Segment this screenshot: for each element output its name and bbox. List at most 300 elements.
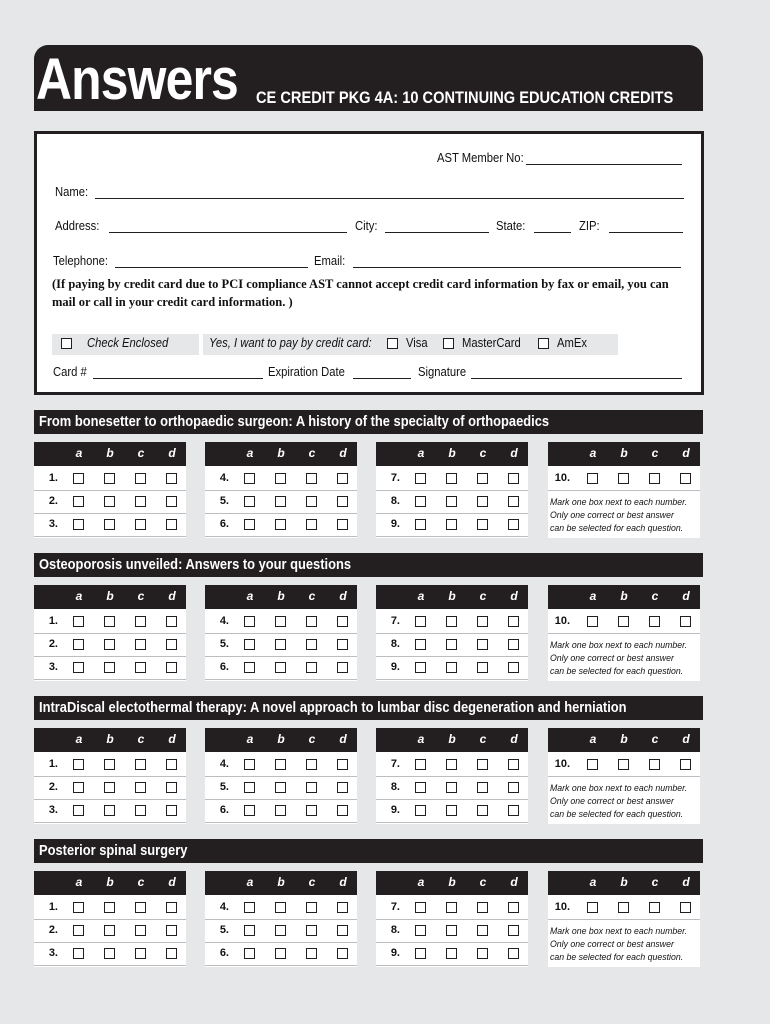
answer-checkbox[interactable] [135,759,146,770]
answer-checkbox[interactable] [306,925,317,936]
answer-checkbox[interactable] [446,616,457,627]
answer-checkbox[interactable] [166,925,177,936]
answer-checkbox[interactable] [135,662,146,673]
answer-section [34,410,703,540]
check-enclosed-option[interactable] [61,336,178,350]
answer-checkbox[interactable] [508,496,519,507]
question-group [376,442,528,538]
option-letter: c [308,875,316,889]
answer-checkbox[interactable] [618,616,629,627]
amex-checkbox[interactable] [538,338,549,349]
answer-checkbox[interactable] [415,473,426,484]
mastercard-option[interactable] [443,336,528,350]
answer-checkbox[interactable] [73,759,84,770]
question-row [34,513,186,537]
pay-by-card-label-wrap [209,336,390,350]
answer-checkbox[interactable] [135,496,146,507]
answer-checkbox[interactable] [104,759,115,770]
option-letter: a [75,446,83,460]
answer-checkbox[interactable] [508,902,519,913]
answer-checkbox[interactable] [73,805,84,816]
option-letter: d [682,446,690,460]
question-number: 2. [48,924,58,936]
answer-checkbox[interactable] [244,902,255,913]
answer-checkbox[interactable] [337,902,348,913]
answer-checkbox[interactable] [275,616,286,627]
answer-checkbox[interactable] [446,519,457,530]
question-number: 8. [390,781,400,793]
answer-checkbox[interactable] [104,925,115,936]
answer-checkbox[interactable] [446,902,457,913]
option-letter: d [339,732,347,746]
question-number: 4. [219,615,229,627]
answer-checkbox[interactable] [166,496,177,507]
options-header [376,585,528,609]
answer-checkbox[interactable] [244,662,255,673]
option-letter: d [168,446,176,460]
answer-checkbox[interactable] [135,925,146,936]
option-letter: a [246,732,254,746]
answer-checkbox[interactable] [508,662,519,673]
option-letter: a [246,446,254,460]
option-letter: b [277,446,285,460]
answer-checkbox[interactable] [104,519,115,530]
answer-checkbox[interactable] [415,925,426,936]
answer-checkbox[interactable] [306,519,317,530]
answer-checkbox[interactable] [477,662,488,673]
answer-checkbox[interactable] [244,782,255,793]
question-number: 6. [219,661,229,673]
options-header [548,728,700,752]
question-group [205,442,357,538]
option-letter: c [137,446,145,460]
signature-field[interactable] [471,378,682,379]
answer-checkbox[interactable] [680,616,691,627]
answer-checkbox[interactable] [306,616,317,627]
question-group [548,871,700,967]
question-row [205,942,357,966]
question-number: 3. [48,804,58,816]
answer-checkbox[interactable] [337,805,348,816]
answer-checkbox[interactable] [446,662,457,673]
answer-checkbox[interactable] [275,902,286,913]
answer-checkbox[interactable] [477,639,488,650]
answer-checkbox[interactable] [508,616,519,627]
answer-checkbox[interactable] [508,759,519,770]
answer-checkbox[interactable] [104,948,115,959]
option-letter: c [308,589,316,603]
answer-checkbox[interactable] [166,782,177,793]
answer-checkbox[interactable] [477,616,488,627]
answer-checkbox[interactable] [337,782,348,793]
answer-checkbox[interactable] [306,759,317,770]
option-letter: a [75,732,83,746]
amex-label: AmEx [557,336,588,350]
option-letter: a [589,589,597,603]
question-number: 10. [554,901,570,913]
answer-checkbox[interactable] [306,496,317,507]
section-title: From bonesetter to orthopaedic surgeon: A history of the specialty of orthopaedics [39,413,550,430]
answer-checkbox[interactable] [275,948,286,959]
question-group [34,728,186,824]
question-row [34,490,186,514]
answer-checkbox[interactable] [166,473,177,484]
question-number: 4. [219,901,229,913]
answer-checkbox[interactable] [415,782,426,793]
answer-checkbox[interactable] [680,902,691,913]
option-letter: c [137,589,145,603]
question-number: 9. [390,804,400,816]
mark-instructions: Mark one box next to each number. Only one correct or best answer can be selected for each question. [550,640,688,677]
answer-checkbox[interactable] [680,759,691,770]
question-group [205,585,357,681]
answer-checkbox[interactable] [73,473,84,484]
answer-checkbox[interactable] [618,473,629,484]
answer-checkbox[interactable] [446,759,457,770]
answer-checkbox[interactable] [508,519,519,530]
zip-field[interactable] [609,232,683,233]
question-row [376,610,528,634]
options-header [34,871,186,895]
answer-checkbox[interactable] [166,662,177,673]
question-row [205,753,357,777]
state-field[interactable] [534,232,571,233]
question-row [376,753,528,777]
answer-checkbox[interactable] [275,662,286,673]
question-group [205,871,357,967]
option-letter: c [137,875,145,889]
answer-checkbox[interactable] [337,639,348,650]
answer-checkbox[interactable] [337,759,348,770]
question-group [376,585,528,681]
section-title-bar [34,410,703,434]
answer-checkbox[interactable] [104,616,115,627]
question-number: 5. [219,781,229,793]
answer-checkbox[interactable] [306,639,317,650]
question-row [34,799,186,823]
answer-checkbox[interactable] [244,639,255,650]
answer-checkbox[interactable] [415,759,426,770]
answer-checkbox[interactable] [135,473,146,484]
answer-checkbox[interactable] [244,759,255,770]
answer-checkbox[interactable] [104,805,115,816]
option-letter: a [589,875,597,889]
question-number: 5. [219,638,229,650]
answer-checkbox[interactable] [477,519,488,530]
answer-checkbox[interactable] [135,639,146,650]
visa-option[interactable] [387,336,431,350]
options-header [548,442,700,466]
card-number-label: Card # [53,365,87,379]
answer-checkbox[interactable] [275,925,286,936]
amex-option[interactable] [538,336,591,350]
question-number: 5. [219,924,229,936]
answer-checkbox[interactable] [337,519,348,530]
answer-checkbox[interactable] [73,519,84,530]
answer-checkbox[interactable] [587,759,598,770]
answer-checkbox[interactable] [166,759,177,770]
signature-label: Signature [418,365,467,379]
question-row [205,656,357,680]
answer-section [34,839,703,969]
mastercard-label: MasterCard [462,336,522,350]
answer-checkbox[interactable] [587,902,598,913]
answer-checkbox[interactable] [244,805,255,816]
visa-checkbox[interactable] [387,338,398,349]
answer-checkbox[interactable] [244,519,255,530]
answer-checkbox[interactable] [73,616,84,627]
answer-checkbox[interactable] [73,948,84,959]
question-number: 7. [390,472,400,484]
answer-checkbox[interactable] [73,902,84,913]
option-letter: b [448,589,456,603]
answer-checkbox[interactable] [477,782,488,793]
answer-checkbox[interactable] [244,948,255,959]
answer-checkbox[interactable] [135,519,146,530]
email-field[interactable] [353,267,681,268]
question-row [205,467,357,491]
option-letter: a [589,732,597,746]
question-group [548,728,700,824]
answer-checkbox[interactable] [415,496,426,507]
answer-checkbox[interactable] [275,519,286,530]
answer-checkbox[interactable] [446,948,457,959]
option-letter: d [339,589,347,603]
answer-checkbox[interactable] [337,662,348,673]
answer-checkbox[interactable] [135,948,146,959]
telephone-field[interactable] [115,267,308,268]
answer-checkbox[interactable] [415,639,426,650]
answer-checkbox[interactable] [415,948,426,959]
question-row [548,753,700,777]
answer-checkbox[interactable] [446,639,457,650]
answer-checkbox[interactable] [477,496,488,507]
card-number-field[interactable] [93,378,263,379]
answer-section [34,553,703,683]
answer-checkbox[interactable] [244,616,255,627]
option-letter: a [246,589,254,603]
answer-checkbox[interactable] [104,639,115,650]
question-number: 7. [390,758,400,770]
answer-checkbox[interactable] [104,902,115,913]
question-number: 10. [554,758,570,770]
answer-checkbox[interactable] [166,639,177,650]
answer-checkbox[interactable] [446,473,457,484]
answer-checkbox[interactable] [306,782,317,793]
question-number: 4. [219,758,229,770]
answer-checkbox[interactable] [166,616,177,627]
option-letter: d [510,589,518,603]
answer-checkbox[interactable] [508,473,519,484]
question-number: 9. [390,661,400,673]
member-no-field[interactable] [526,164,682,165]
options-header [376,728,528,752]
answer-checkbox[interactable] [244,496,255,507]
question-row [34,919,186,943]
question-group [34,871,186,967]
answer-checkbox[interactable] [275,496,286,507]
answer-checkbox[interactable] [104,496,115,507]
answer-checkbox[interactable] [649,902,660,913]
answer-checkbox[interactable] [166,902,177,913]
option-letter: d [510,732,518,746]
question-number: 3. [48,947,58,959]
section-title-bar [34,553,703,577]
answer-checkbox[interactable] [275,473,286,484]
answer-checkbox[interactable] [446,925,457,936]
answer-checkbox[interactable] [508,782,519,793]
answer-checkbox[interactable] [166,805,177,816]
answer-checkbox[interactable] [618,902,629,913]
answer-checkbox[interactable] [306,662,317,673]
question-number: 3. [48,661,58,673]
answer-checkbox[interactable] [135,782,146,793]
question-row [205,799,357,823]
question-number: 5. [219,495,229,507]
answer-checkbox[interactable] [275,759,286,770]
answer-checkbox[interactable] [135,805,146,816]
answer-checkbox[interactable] [337,473,348,484]
state-label: State: [496,219,526,233]
question-group [34,442,186,538]
question-row [34,896,186,920]
page-title: Answers [36,47,238,112]
answer-checkbox[interactable] [306,473,317,484]
mark-instructions: Mark one box next to each number. Only one correct or best answer can be selected for each question. [550,926,688,963]
address-field[interactable] [109,232,347,233]
mastercard-checkbox[interactable] [443,338,454,349]
option-letter: d [682,732,690,746]
options-header [34,442,186,466]
check-enclosed-checkbox[interactable] [61,338,72,349]
question-row [205,896,357,920]
option-letter: c [479,875,487,889]
question-group [548,585,700,681]
name-field[interactable] [95,198,684,199]
answer-checkbox[interactable] [446,496,457,507]
answer-checkbox[interactable] [73,639,84,650]
answer-checkbox[interactable] [73,925,84,936]
answer-checkbox[interactable] [244,925,255,936]
options-header [376,442,528,466]
answer-checkbox[interactable] [508,639,519,650]
visa-label: Visa [406,336,429,350]
answer-checkbox[interactable] [680,473,691,484]
answer-checkbox[interactable] [649,759,660,770]
answer-checkbox[interactable] [508,925,519,936]
question-row [376,633,528,657]
answer-checkbox[interactable] [306,805,317,816]
question-number: 7. [390,615,400,627]
answer-checkbox[interactable] [135,616,146,627]
answer-checkbox[interactable] [244,473,255,484]
option-letter: d [682,589,690,603]
answer-checkbox[interactable] [73,782,84,793]
answer-checkbox[interactable] [649,616,660,627]
answer-checkbox[interactable] [73,496,84,507]
option-letter: d [510,446,518,460]
answer-checkbox[interactable] [477,948,488,959]
answer-checkbox[interactable] [415,902,426,913]
city-field[interactable] [385,232,489,233]
city-label: City: [355,219,378,233]
option-letter: d [510,875,518,889]
answer-section [34,696,703,826]
answer-checkbox[interactable] [275,639,286,650]
answer-checkbox[interactable] [104,662,115,673]
answer-checkbox[interactable] [508,805,519,816]
answer-checkbox[interactable] [415,805,426,816]
answer-checkbox[interactable] [166,948,177,959]
question-row [205,490,357,514]
answer-checkbox[interactable] [104,782,115,793]
option-letter: d [168,589,176,603]
answer-checkbox[interactable] [337,948,348,959]
question-number: 1. [48,758,58,770]
answer-checkbox[interactable] [477,805,488,816]
option-letter: c [651,732,659,746]
answer-checkbox[interactable] [649,473,660,484]
question-row [376,919,528,943]
question-row [205,610,357,634]
question-row [376,942,528,966]
answer-checkbox[interactable] [275,782,286,793]
question-number: 9. [390,947,400,959]
answer-checkbox[interactable] [337,616,348,627]
answer-checkbox[interactable] [135,902,146,913]
options-header [205,728,357,752]
answer-checkbox[interactable] [587,473,598,484]
answer-checkbox[interactable] [306,948,317,959]
answer-checkbox[interactable] [275,805,286,816]
page-subtitle: CE CREDIT PKG 4A: 10 CONTINUING EDUCATION CREDITS [256,88,674,107]
options-header [376,871,528,895]
answer-checkbox[interactable] [618,759,629,770]
expiration-field[interactable] [353,378,411,379]
answer-checkbox[interactable] [415,519,426,530]
question-row [548,467,700,491]
answer-checkbox[interactable] [104,473,115,484]
option-letter: d [339,446,347,460]
question-number: 4. [219,472,229,484]
answer-checkbox[interactable] [477,473,488,484]
question-row [376,799,528,823]
option-letter: c [137,732,145,746]
answer-checkbox[interactable] [73,662,84,673]
question-number: 8. [390,495,400,507]
pci-note: (If paying by credit card due to PCI compliance AST cannot accept credit card information by fax or email, you can mail or call in your credit card information. ) [52,277,669,309]
answer-checkbox[interactable] [446,805,457,816]
mark-instructions: Mark one box next to each number. Only one correct or best answer can be selected for each question. [550,497,688,534]
answer-checkbox[interactable] [587,616,598,627]
answer-checkbox[interactable] [508,948,519,959]
answer-checkbox[interactable] [477,759,488,770]
answer-checkbox[interactable] [415,662,426,673]
answer-checkbox[interactable] [337,925,348,936]
question-row [34,942,186,966]
options-header [205,442,357,466]
answer-checkbox[interactable] [415,616,426,627]
answer-checkbox[interactable] [166,519,177,530]
answer-checkbox[interactable] [477,902,488,913]
answer-checkbox[interactable] [337,496,348,507]
answer-checkbox[interactable] [446,782,457,793]
question-number: 2. [48,781,58,793]
answer-checkbox[interactable] [306,902,317,913]
answer-checkbox[interactable] [477,925,488,936]
option-letter: d [168,732,176,746]
option-letter: b [620,732,628,746]
